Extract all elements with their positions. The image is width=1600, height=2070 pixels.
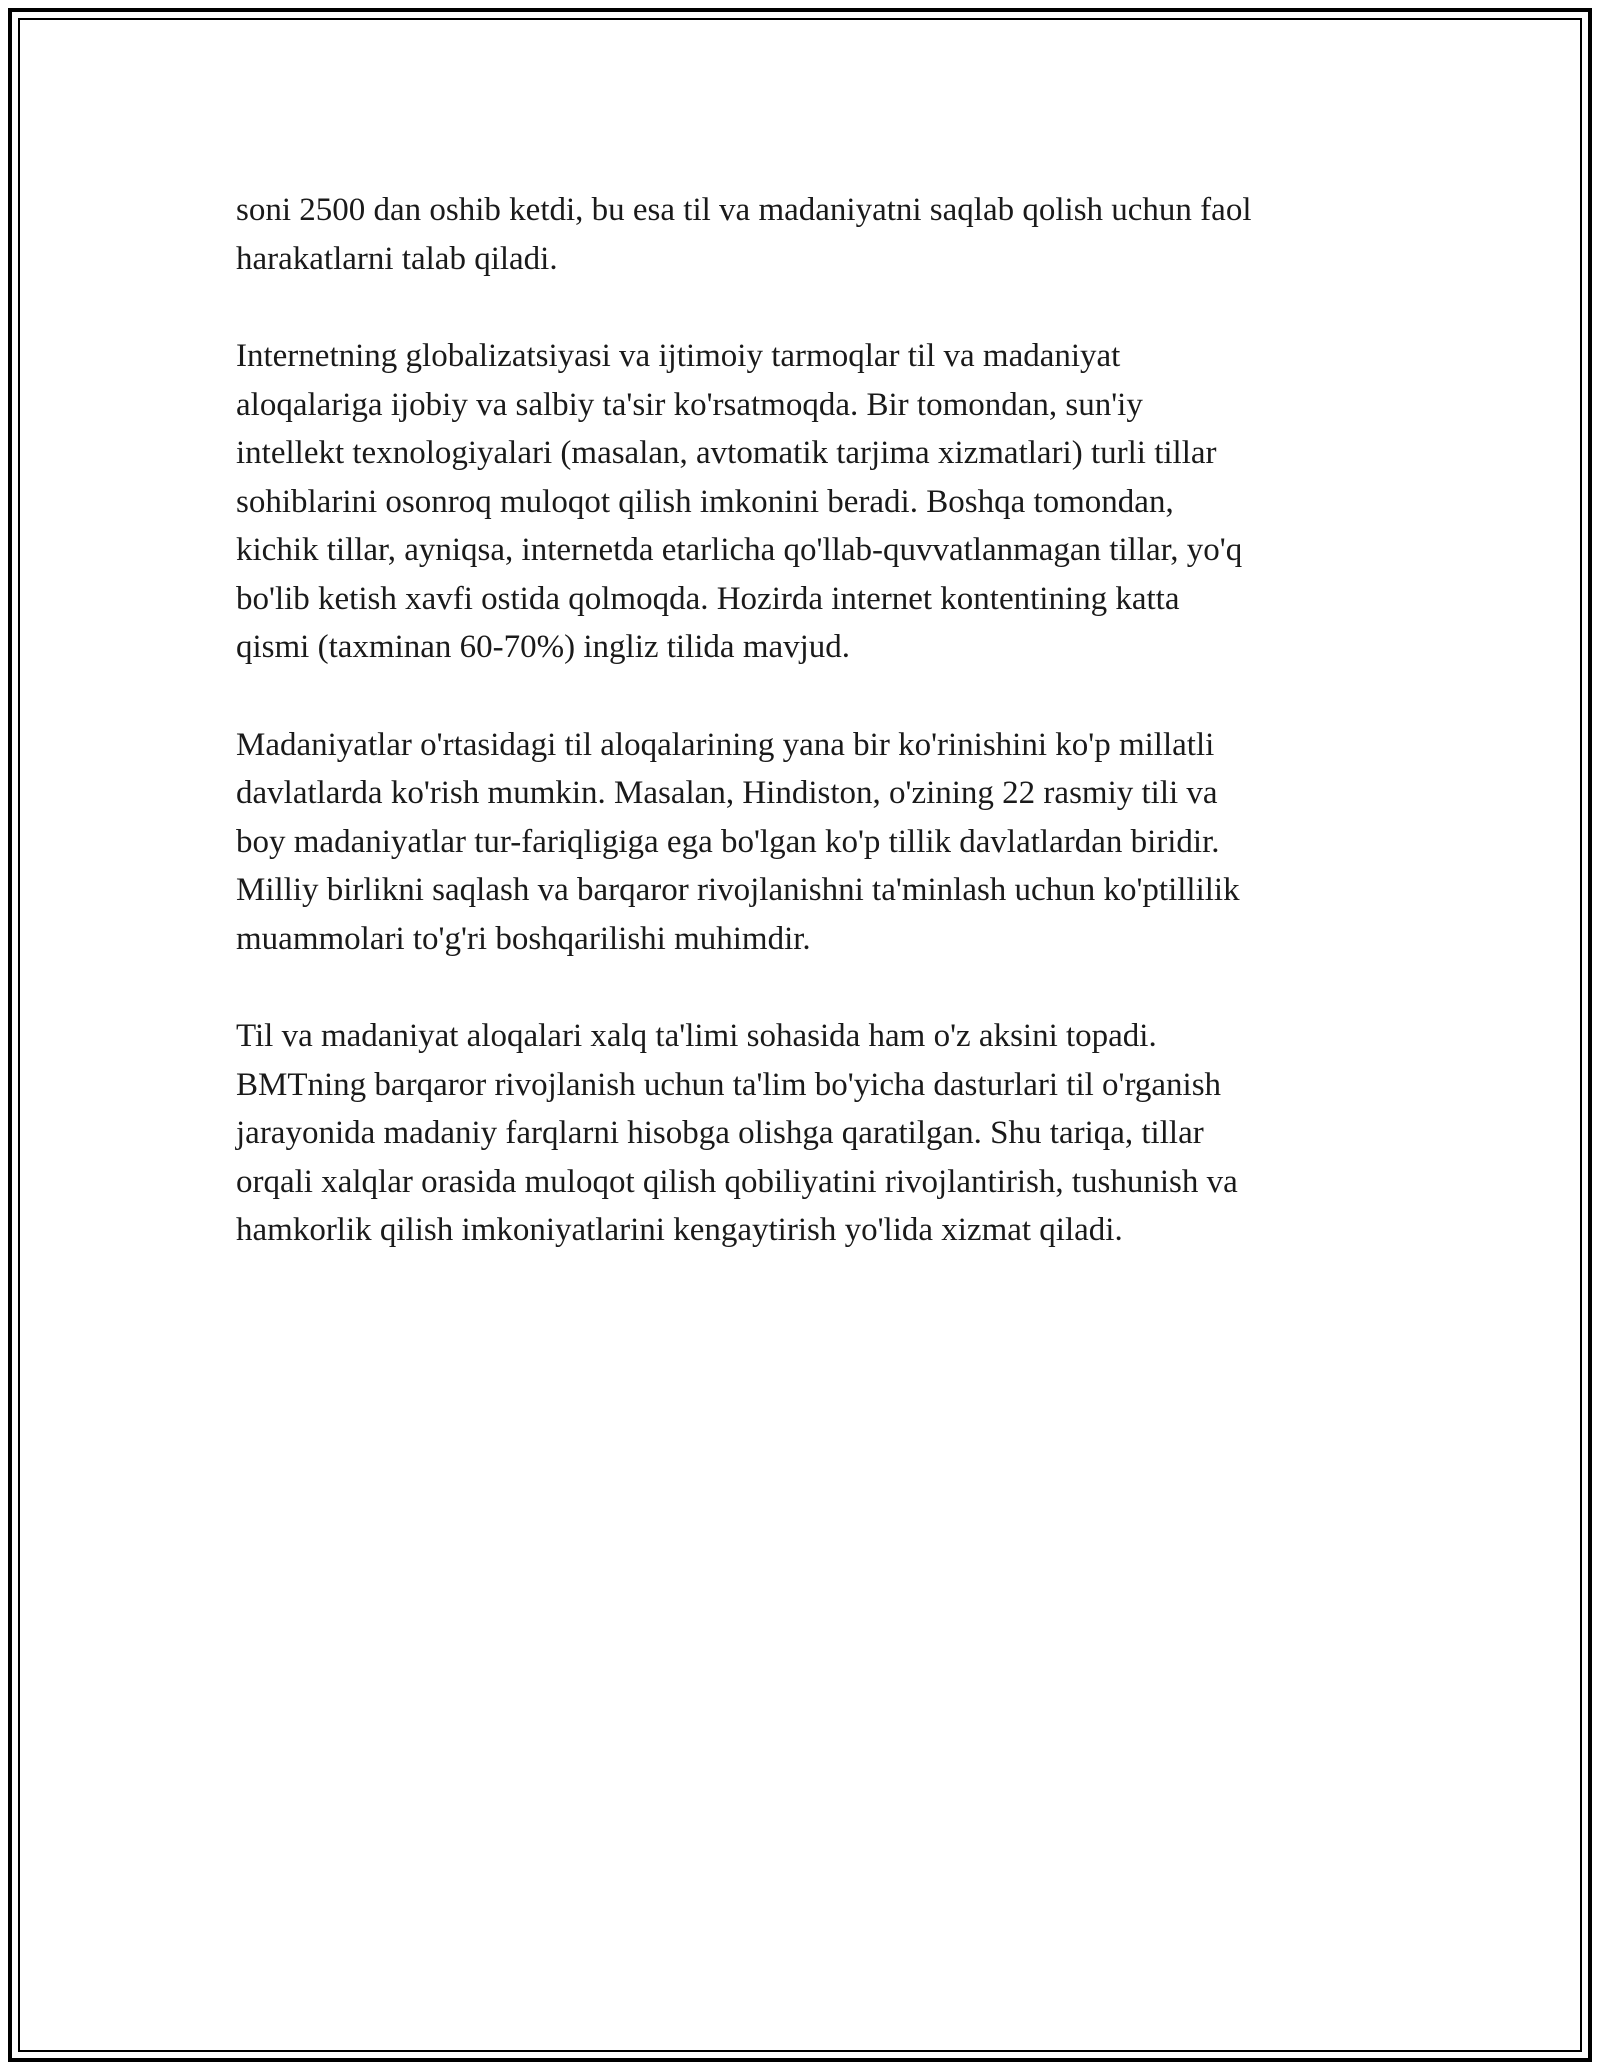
- text-line: soni 2500 dan oshib ketdi, bu esa til va madaniyatni saqlab qolish uchun faol: [236, 192, 1252, 228]
- text-line: hamkorlik qilish imkoniyatlarini kengaytirish yo'lida xizmat qiladi.: [236, 1212, 1123, 1248]
- document-body: [236, 186, 1376, 1304]
- text-line: kichik tillar, ayniqsa, internetda etarlicha qo'llab-quvvatlanmagan tillar, yo'q: [236, 532, 1243, 568]
- text-line: Internetning globalizatsiyasi va ijtimoiy tarmoqlar til va madaniyat: [236, 338, 1121, 374]
- text-line: boy madaniyatlar tur-fariqligiga ega bo'lgan ko'p tillik davlatlardan biridir.: [236, 823, 1220, 860]
- paragraph-1: [236, 186, 1376, 283]
- paragraph-2: [236, 332, 1376, 672]
- text-line: BMTning barqaror rivojlanish uchun ta'lim bo'yicha dasturlari til o'rganish: [236, 1066, 1222, 1103]
- paragraph-3: [236, 721, 1376, 964]
- text-line: muammolari to'g'ri boshqarilishi muhimdir.: [236, 920, 811, 957]
- text-line: aloqalariga ijobiy va salbiy ta'sir ko'rsatmoqda. Bir tomondan, sun'iy: [236, 386, 1143, 423]
- text-line: sohiblarini osonroq muloqot qilish imkonini beradi. Boshqa tomondan,: [236, 483, 1174, 520]
- text-line: harakatlarni talab qiladi.: [236, 240, 558, 277]
- text-line: davlatlarda ko'rish mumkin. Masalan, Hindiston, o'zining 22 rasmiy tili va: [236, 775, 1218, 811]
- text-line: Til va madaniyat aloqalari xalq ta'limi sohasida ham o'z aksini topadi.: [236, 1018, 1157, 1054]
- text-line: jarayonida madaniy farqlarni hisobga olishga qaratilgan. Shu tariqa, tillar: [236, 1115, 1204, 1151]
- text-line: bo'lib ketish xavfi ostida qolmoqda. Hozirda internet kontentining katta: [236, 580, 1180, 617]
- text-line: Madaniyatlar o'rtasidagi til aloqalarining yana bir ko'rinishini ko'p millatli: [236, 726, 1215, 763]
- text-line: qismi (taxminan 60-70%) ingliz tilida mavjud.: [236, 629, 851, 665]
- paragraph-4: [236, 1012, 1376, 1255]
- text-line: Milliy birlikni saqlash va barqaror rivojlanishni ta'minlash uchun ko'ptillilik: [236, 872, 1240, 908]
- text-line: intellekt texnologiyalari (masalan, avtomatik tarjima xizmatlari) turli tillar: [236, 435, 1217, 471]
- text-line: orqali xalqlar orasida muloqot qilish qobiliyatini rivojlantirish, tushunish va: [236, 1163, 1238, 1200]
